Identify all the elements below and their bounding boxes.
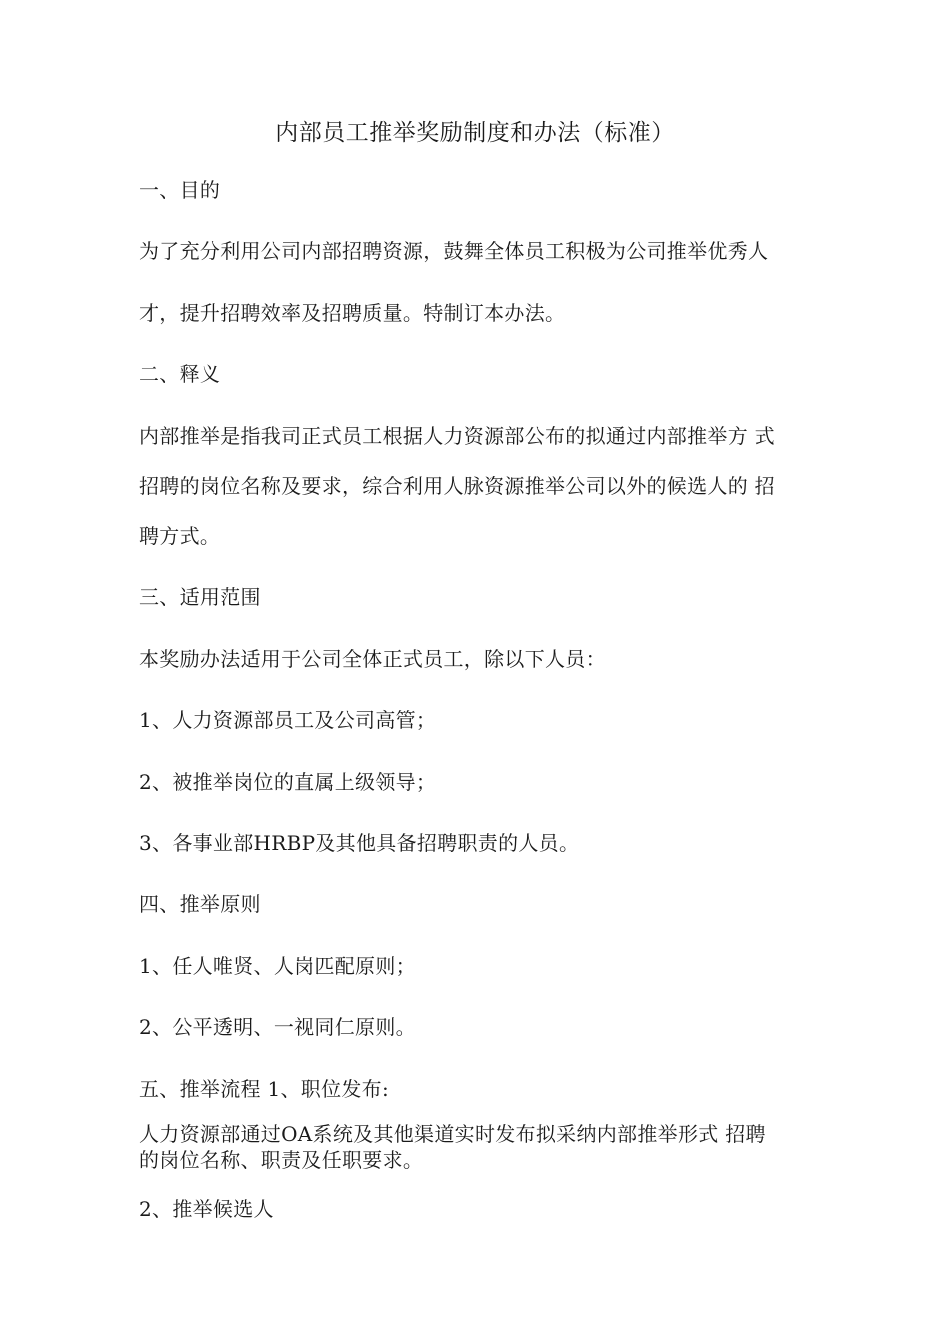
- paragraph-line: 的岗位名称、职责及任职要求。: [139, 1148, 424, 1172]
- document-title: 内部员工推举奖励制度和办法（标准）: [275, 120, 675, 146]
- paragraph-line: 为了充分利用公司内部招聘资源，鼓舞全体员工积极为公司推举优秀人: [139, 239, 769, 263]
- heading-definition: 二、释义: [139, 362, 221, 386]
- list-item: 2、被推举岗位的直属上级领导；: [139, 770, 437, 794]
- paragraph-line: 本奖励办法适用于公司全体正式员工，除以下人员：: [139, 647, 606, 671]
- paragraph-line: 聘方式。: [139, 524, 221, 548]
- paragraph-line: 人力资源部通过OA系统及其他渠道实时发布拟采纳内部推举形式 招聘: [139, 1122, 766, 1146]
- heading-scope: 三、适用范围: [139, 585, 261, 609]
- list-item: 1、任人唯贤、人岗匹配原则；: [139, 954, 416, 978]
- list-item: 2、公平透明、一视同仁原则。: [139, 1015, 416, 1039]
- list-item: 1、人力资源部员工及公司高管；: [139, 708, 437, 732]
- paragraph-line: 才，提升招聘效率及招聘质量。特制订本办法。: [139, 301, 566, 325]
- list-item: 3、各事业部HRBP及其他具备招聘职责的人员。: [139, 831, 580, 855]
- heading-process: 五、推举流程 1、职位发布:: [139, 1077, 390, 1101]
- paragraph-oa: [139, 1121, 819, 1173]
- paragraph-line: 招聘的岗位名称及要求，综合利用人脉资源推举公司以外的候选人的 招: [139, 474, 775, 498]
- paragraph-line: 内部推举是指我司正式员工根据人力资源部公布的拟通过内部推举方 式: [139, 424, 775, 448]
- heading-principles: 四、推举原则: [139, 892, 261, 916]
- subheading-recommend-candidate: 2、推举候选人: [139, 1197, 274, 1221]
- heading-purpose: 一、目的: [139, 178, 221, 202]
